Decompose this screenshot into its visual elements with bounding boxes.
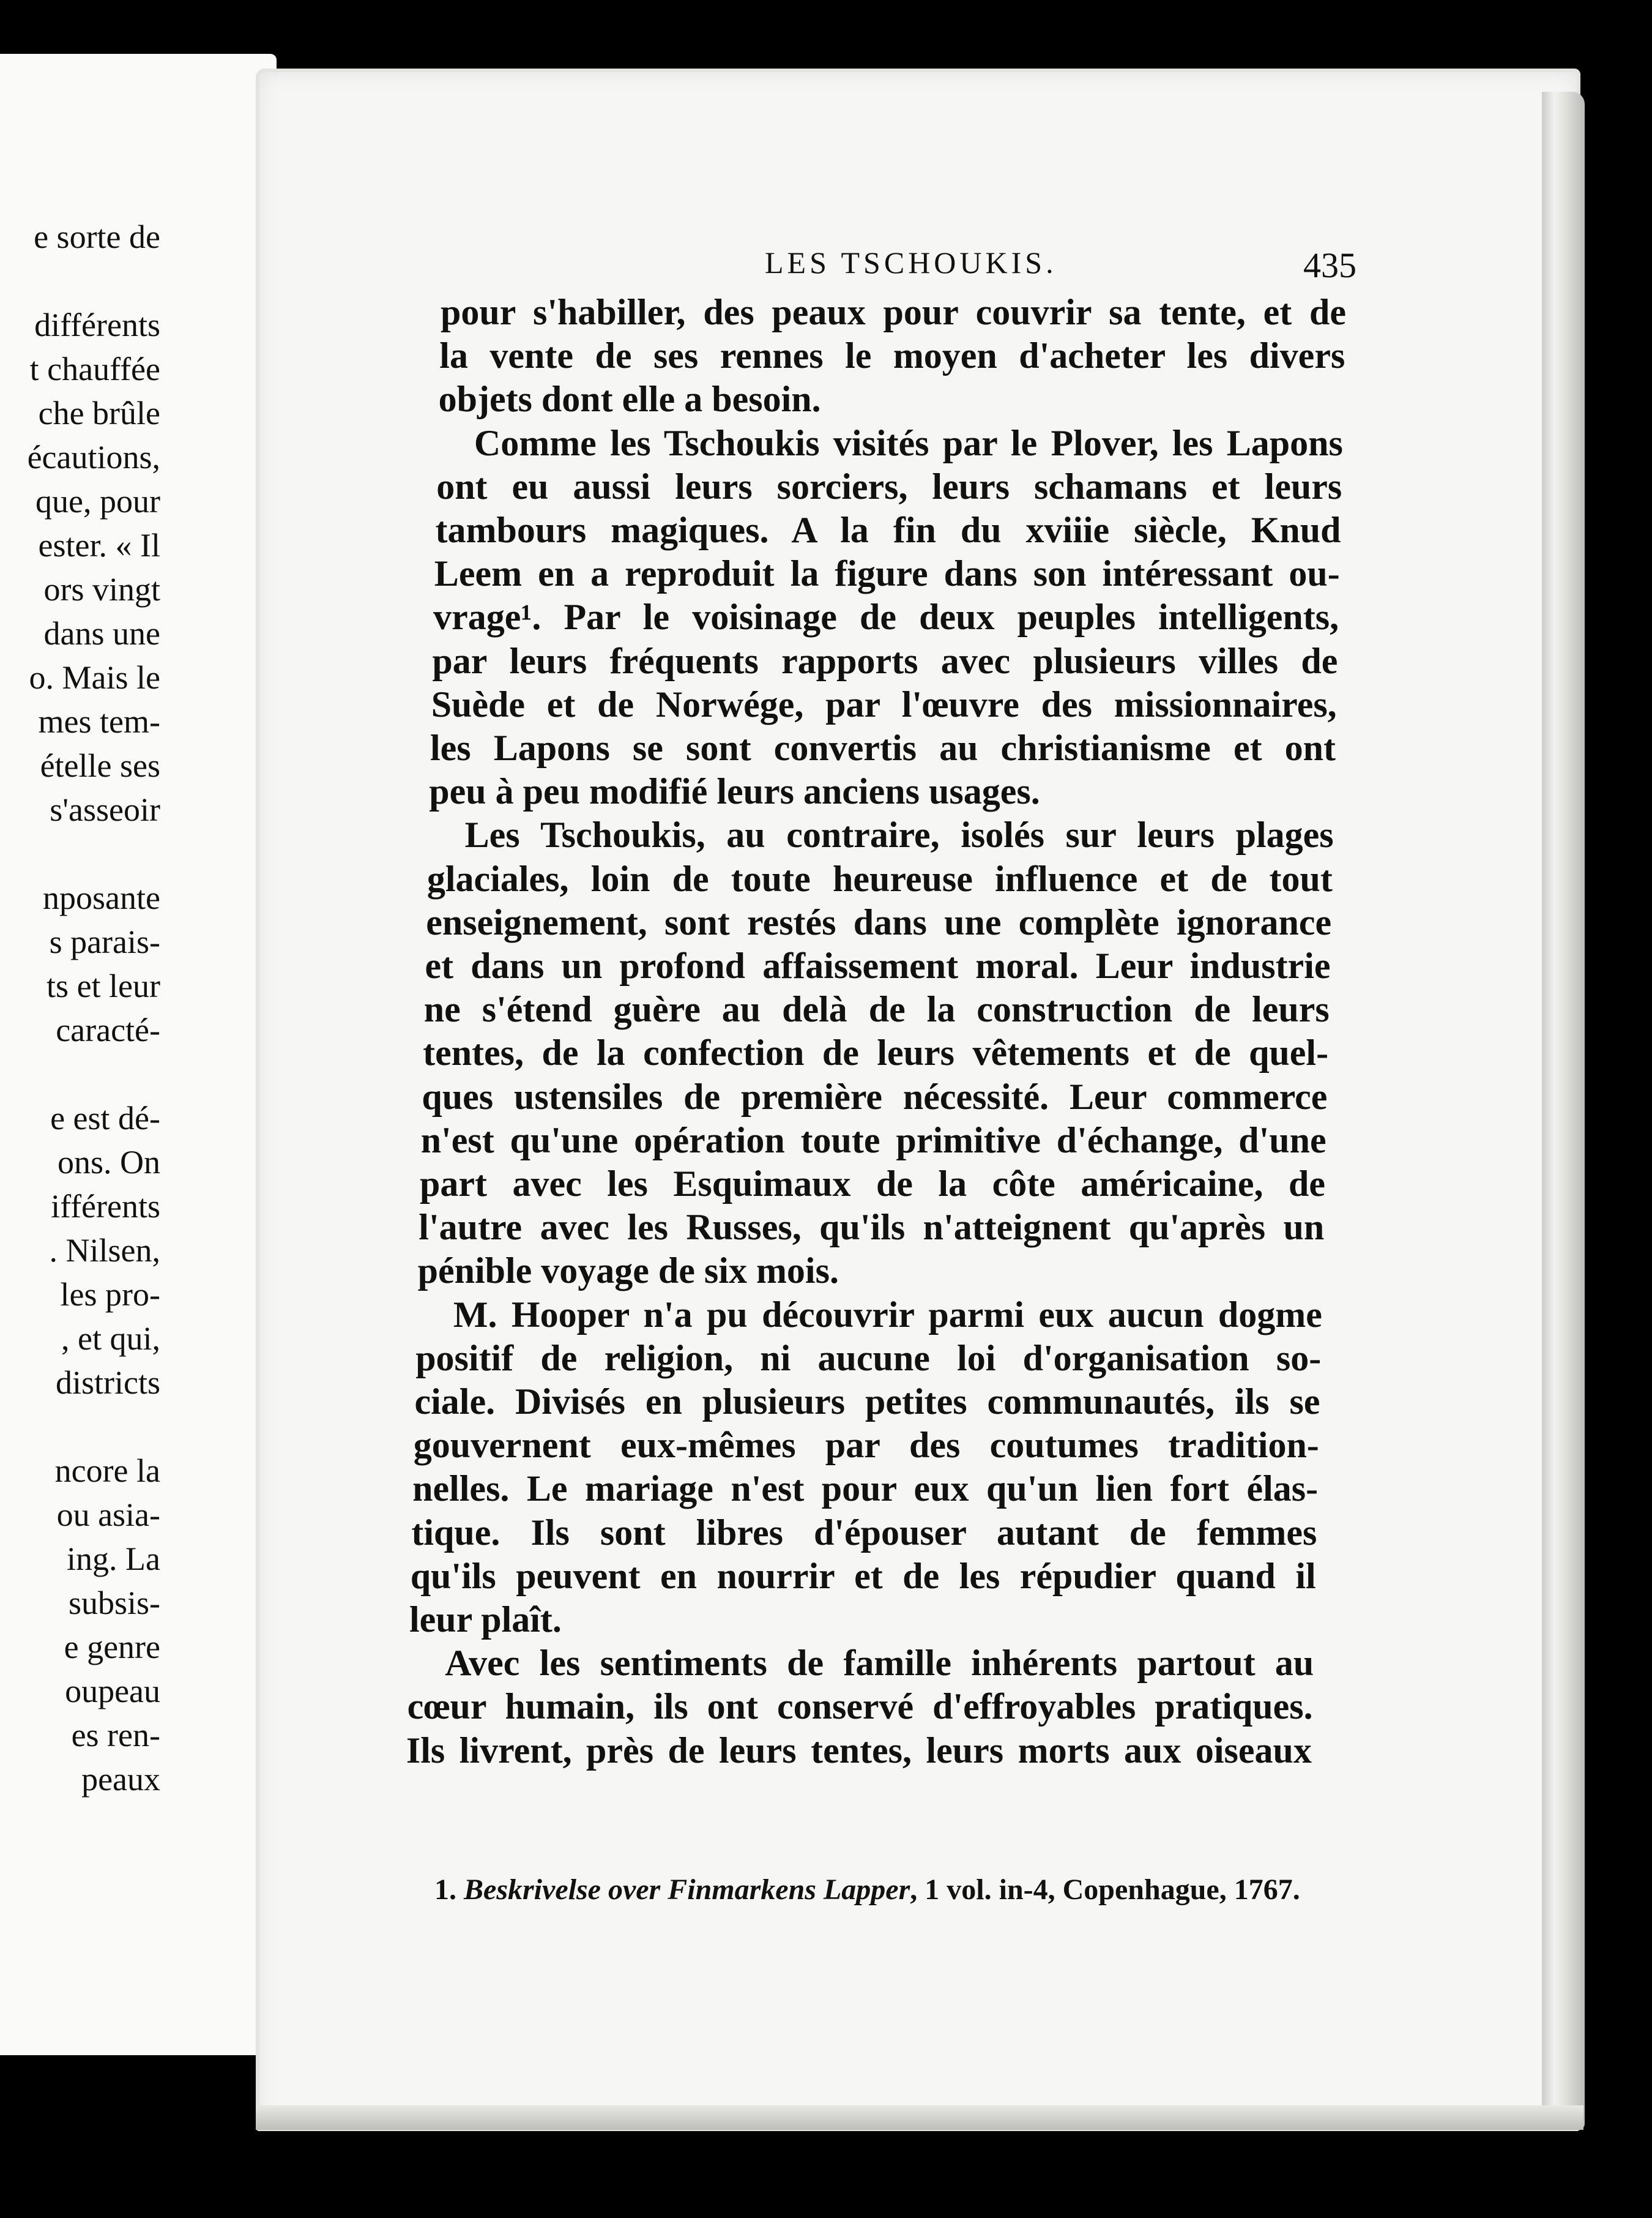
left-page-line: ing. La bbox=[67, 1540, 160, 1577]
page-number: 435 bbox=[1303, 245, 1356, 285]
body-line: M. Hooper n'a pu découvrir parmi eux aucun dogme bbox=[453, 1294, 1322, 1335]
body-line: tique. Ils sont libres d'épouser autant de femmes bbox=[411, 1512, 1317, 1553]
left-page-line: caracté- bbox=[56, 1012, 160, 1048]
left-page-line: . Nilsen, bbox=[49, 1232, 160, 1269]
body-line: les Lapons se sont convertis au christianisme et ont bbox=[430, 728, 1336, 768]
left-page-line: es ren- bbox=[71, 1717, 160, 1753]
left-page-line: ons. On bbox=[57, 1144, 160, 1181]
body-line: ont eu aussi leurs sorciers, leurs schamans et leurs bbox=[436, 466, 1342, 507]
footnote bbox=[434, 1873, 1300, 1906]
body-line: gouvernent eux-mêmes par des coutumes tradition- bbox=[413, 1425, 1319, 1466]
left-page-line: ts et leur bbox=[47, 968, 160, 1004]
left-page-line: subsis- bbox=[68, 1585, 160, 1621]
left-page-line: ncore la bbox=[54, 1452, 160, 1489]
body-line: positif de religion, ni aucune loi d'organisation so- bbox=[415, 1337, 1322, 1378]
left-page-line: dans une bbox=[43, 615, 160, 652]
body-line: l'autre avec les Russes, qu'ils n'atteignent qu'après un bbox=[419, 1207, 1325, 1248]
left-page-line: t chauffée bbox=[29, 351, 160, 387]
body-line: glaciales, loin de toute heureuse influence et de tout bbox=[426, 858, 1333, 899]
body-line: enseignement, sont restés dans une complète ignorance bbox=[426, 902, 1332, 943]
left-page-line: oupeau bbox=[65, 1673, 160, 1709]
left-page-line: peaux bbox=[81, 1761, 160, 1798]
body-line: pour s'habiller, des peaux pour couvrir sa tente, et de bbox=[441, 292, 1346, 332]
left-page-line: que, pour bbox=[35, 483, 160, 520]
body-line: peu à peu modifié leurs anciens usages. bbox=[429, 771, 1040, 812]
left-page-line: écautions, bbox=[27, 439, 160, 476]
footnote-rest: , 1 vol. in-4, Copenhague, 1767. bbox=[910, 1873, 1300, 1906]
footnote-title: Beskrivelse over Finmarkens Lapper bbox=[464, 1873, 910, 1906]
left-page-line: ou asia- bbox=[56, 1496, 160, 1533]
left-page bbox=[0, 54, 277, 2055]
page-bottom-edge bbox=[256, 2105, 1583, 2130]
left-page-line: ifférents bbox=[51, 1188, 160, 1225]
left-page-line: s parais- bbox=[49, 924, 160, 960]
body-line: Leem en a reproduit la figure dans son intéressant ou- bbox=[434, 553, 1340, 594]
body-line: Les Tschoukis, au contraire, isolés sur leurs plages bbox=[464, 815, 1334, 856]
body-line: Suède et de Norwége, par l'œuvre des missionnaires, bbox=[431, 684, 1337, 725]
running-head: LES TSCHOUKIS. bbox=[765, 245, 1057, 280]
body-line: ques ustensiles de première nécessité. Leur commerce bbox=[422, 1076, 1328, 1117]
left-page-line: che brûle bbox=[38, 395, 160, 431]
body-line: pénible voyage de six mois. bbox=[417, 1250, 839, 1291]
left-page-line: districts bbox=[56, 1364, 160, 1401]
body-line: objets dont elle a besoin. bbox=[438, 379, 821, 420]
left-page-line: ester. « Il bbox=[38, 527, 160, 564]
body-line: par leurs fréquents rapports avec plusieurs villes de bbox=[432, 640, 1338, 681]
left-page-line: e genre bbox=[64, 1629, 160, 1665]
left-page-line: différents bbox=[34, 307, 160, 343]
body-line: Comme les Tschoukis visités par le Plover, les Lapons bbox=[474, 422, 1343, 463]
left-page-line: nposante bbox=[43, 879, 160, 916]
footnote-number: 1. bbox=[434, 1873, 456, 1906]
left-page-line: s'asseoir bbox=[50, 791, 160, 828]
body-line: leur plaît. bbox=[409, 1599, 562, 1640]
body-line: cœur humain, ils ont conservé d'effroyables pratiques. bbox=[407, 1686, 1313, 1727]
body-line: n'est qu'une opération toute primitive d'échange, d'une bbox=[420, 1119, 1326, 1160]
left-page-line: ételle ses bbox=[40, 747, 160, 784]
body-line: ne s'étend guère au delà de la construction de leurs bbox=[423, 989, 1330, 1030]
left-page-line: mes tem- bbox=[38, 703, 160, 740]
body-line: vrage¹. Par le voisinage de deux peuples intelligents, bbox=[433, 597, 1339, 638]
body-line: Avec les sentiments de famille inhérents partout au bbox=[445, 1643, 1314, 1684]
body-line: ciale. Divisés en plusieurs petites communautés, ils se bbox=[414, 1381, 1320, 1422]
body-line: qu'ils peuvent en nourrir et de les répudier quand il bbox=[410, 1555, 1316, 1596]
body-line: et dans un profond affaissement moral. Leur industrie bbox=[425, 946, 1331, 986]
body-line: nelles. Le mariage n'est pour eux qu'un lien fort élas- bbox=[412, 1468, 1319, 1509]
left-page-line: e sorte de bbox=[34, 218, 160, 255]
page-edge bbox=[1542, 92, 1585, 2130]
body-line: tambours magiques. A la fin du xviiie siècle, Knud bbox=[435, 510, 1341, 550]
left-page-line: o. Mais le bbox=[29, 659, 160, 696]
body-line: Ils livrent, près de leurs tentes, leurs morts aux oiseaux bbox=[406, 1730, 1312, 1771]
left-page-line: ors vingt bbox=[43, 571, 160, 608]
body-line: la vente de ses rennes le moyen d'acheter les divers bbox=[439, 335, 1345, 376]
left-page-line: e est dé- bbox=[50, 1100, 160, 1137]
left-page-line: , et qui, bbox=[61, 1320, 160, 1357]
body-line: part avec les Esquimaux de la côte américaine, de bbox=[420, 1163, 1325, 1204]
body-line: tentes, de la confection de leurs vêtements et de quel- bbox=[423, 1032, 1329, 1074]
left-page-line: les pro- bbox=[60, 1276, 160, 1313]
